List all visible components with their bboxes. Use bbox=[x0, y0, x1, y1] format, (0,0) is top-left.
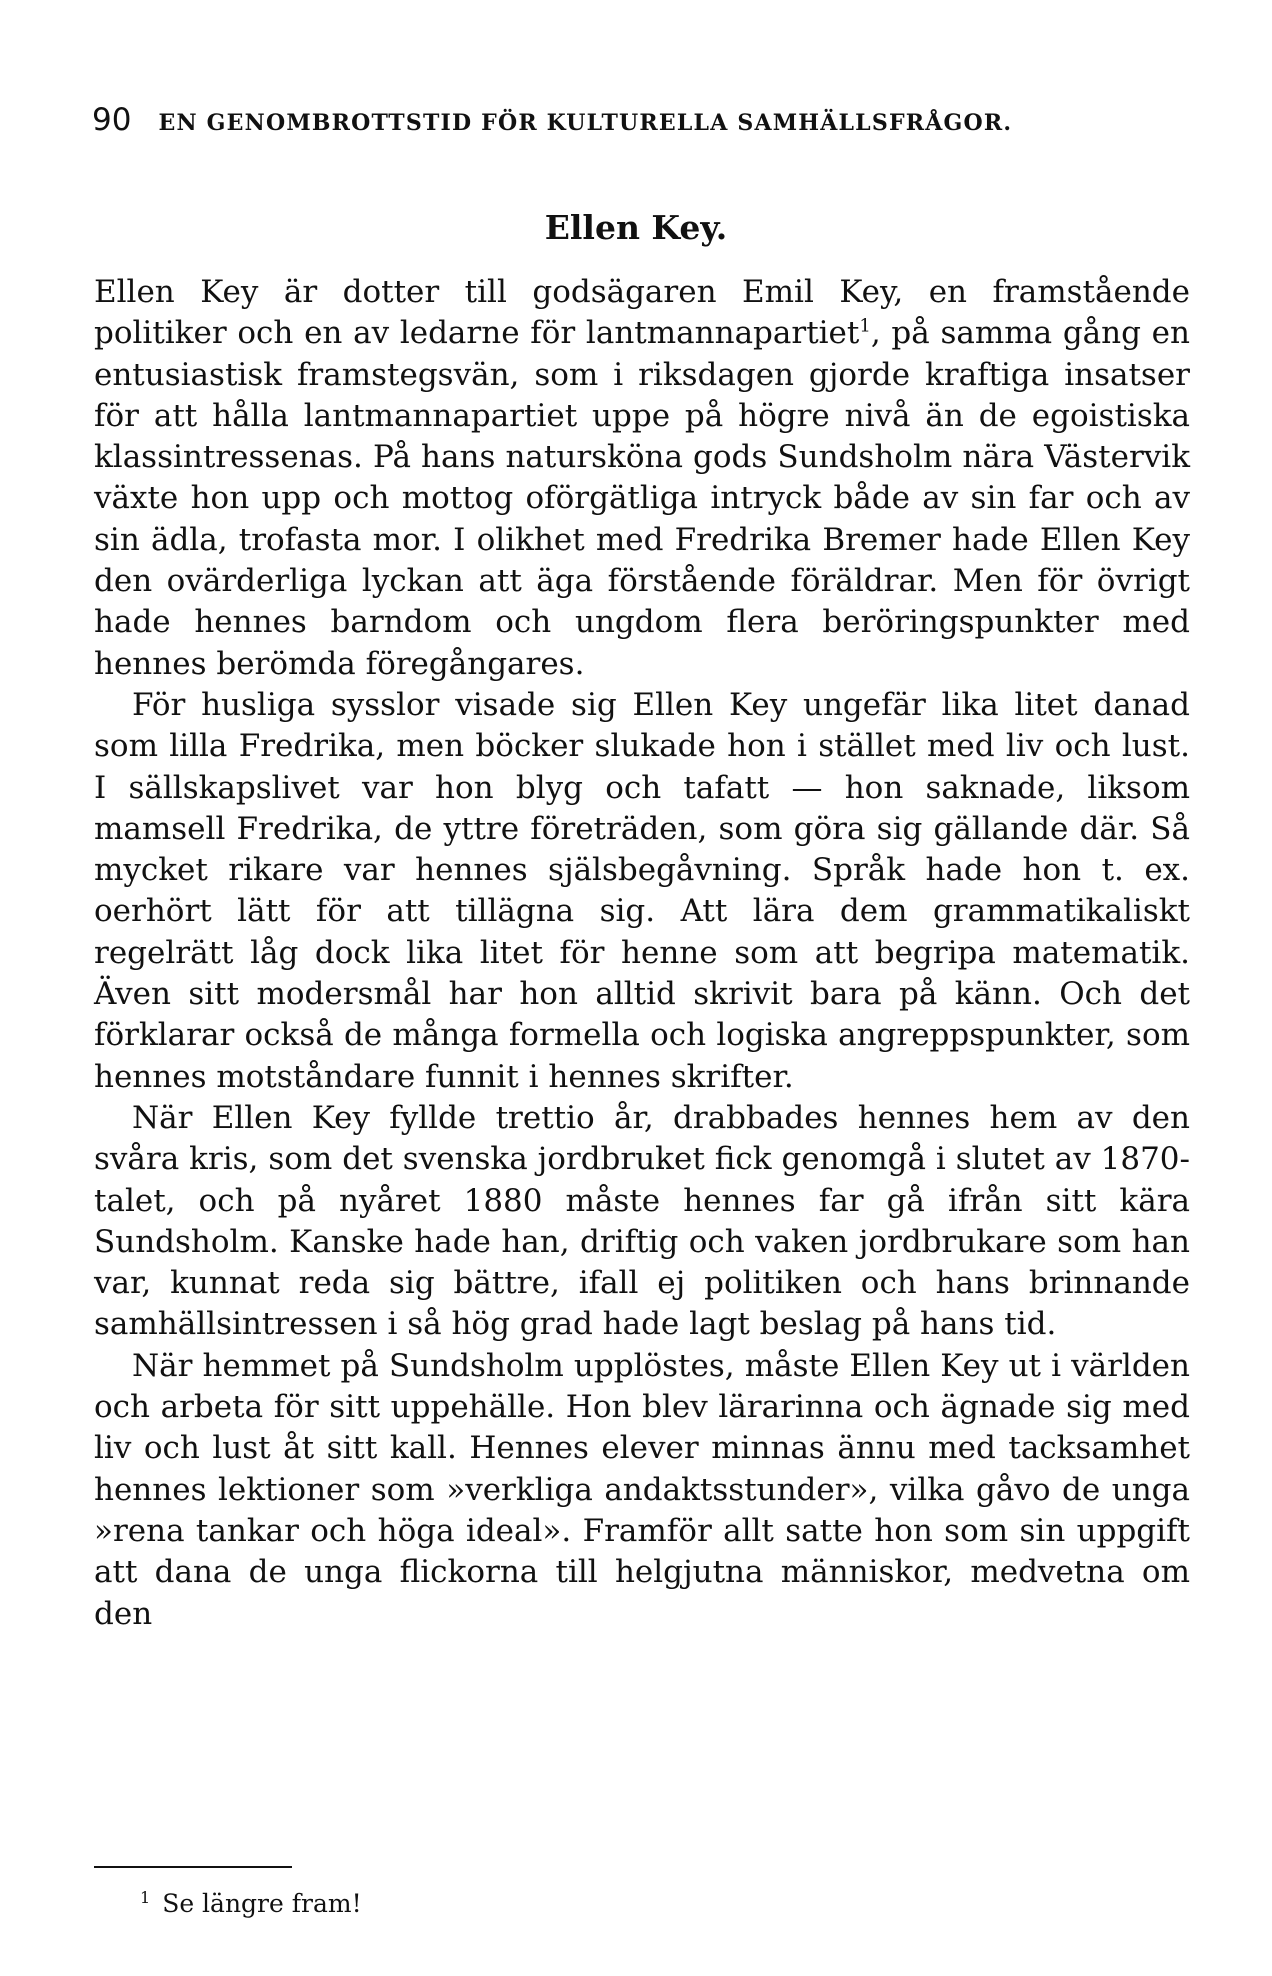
paragraph-3: När Ellen Key fyllde trettio år, drabbades hennes hem av den svåra kris, som det svenska jordbruket fick genomgå i slutet av 1870-talet, och på nyåret 1880 måste hennes far gå ifrån sitt kära Sundsholm. Kanske hade han, driftig och vaken jordbrukare som han var, kunnat reda sig bättre, ifall ej politiken och hans brinnande samhällsintressen i så hög grad hade lagt beslag på hans tid. bbox=[94, 1099, 1190, 1343]
page-number: 90 bbox=[92, 102, 132, 138]
paragraph-2: För husliga sysslor visade sig Ellen Key ungefär lika litet danad som lilla Fredrika, men böcker slukade hon i stället med liv och lust. I sällskapslivet var hon blyg och tafatt — hon saknade, liksom mamsell Fredrika, de yttre företräden, som göra sig gällande där. Så mycket rikare var hennes själsbegåvning. Språk hade hon t. ex. oerhört lätt för att tillägna sig. Att lära dem grammatikaliskt regelrätt låg dock lika litet för henne som att begripa matematik. Även sitt modersmål har hon alltid skrivit bara på känn. Och det förklarar också de många formella och logiska angreppspunkter, som hennes motståndare funnit i hennes skrifter. bbox=[94, 686, 1190, 1095]
footnote-mark: 1 bbox=[140, 1887, 151, 1907]
running-head bbox=[92, 102, 1192, 146]
running-title: EN GENOMBROTTSTID FÖR KULTURELLA SAMHÄLLSFRÅGOR. bbox=[158, 110, 1013, 136]
footnote-reference: 1 bbox=[859, 315, 871, 337]
paragraph-1 bbox=[94, 272, 1190, 685]
footnote bbox=[140, 1888, 362, 1920]
paragraph-4: När hemmet på Sundsholm upplöstes, måste Ellen Key ut i världen och arbeta för sitt uppehälle. Hon blev lärarinna och ägnade sig med liv och lust åt sitt kall. Hennes elever minnas ännu med tacksamhet hennes lektioner som »verkliga andaktsstunder», vilka gåvo de unga »rena tankar och höga ideal». Framför allt satte hon som sin uppgift att dana de unga flickorna till helgjutna människor, medvetna om den bbox=[94, 1347, 1190, 1632]
paragraph-1-text-continued: , på samma gång en entusiastisk framstegsvän, som i riksdagen gjorde kraftiga insatser för att hålla lantmannapartiet uppe på högre nivå än de egoistiska klassintressenas. På hans natursköna gods Sundsholm nära Västervik växte hon upp och mottog oförgätliga intryck både av sin far och av sin ädla, trofasta mor. I olikhet med Fredrika Bremer hade Ellen Key den ovärderliga lyckan att äga förstående föräldrar. Men för övrigt hade hennes barndom och ungdom flera beröringspunkter med hennes berömda föregångares. bbox=[94, 315, 1190, 682]
footnote-text: Se längre fram! bbox=[162, 1889, 362, 1918]
footnote-rule bbox=[94, 1866, 292, 1868]
paragraph-1-text: Ellen Key är dotter till godsägaren Emil Key, en framstående politiker och en av ledarne för lantmannapartiet bbox=[94, 274, 1190, 352]
body-text bbox=[94, 272, 1190, 1635]
section-heading: Ellen Key. bbox=[544, 208, 728, 247]
